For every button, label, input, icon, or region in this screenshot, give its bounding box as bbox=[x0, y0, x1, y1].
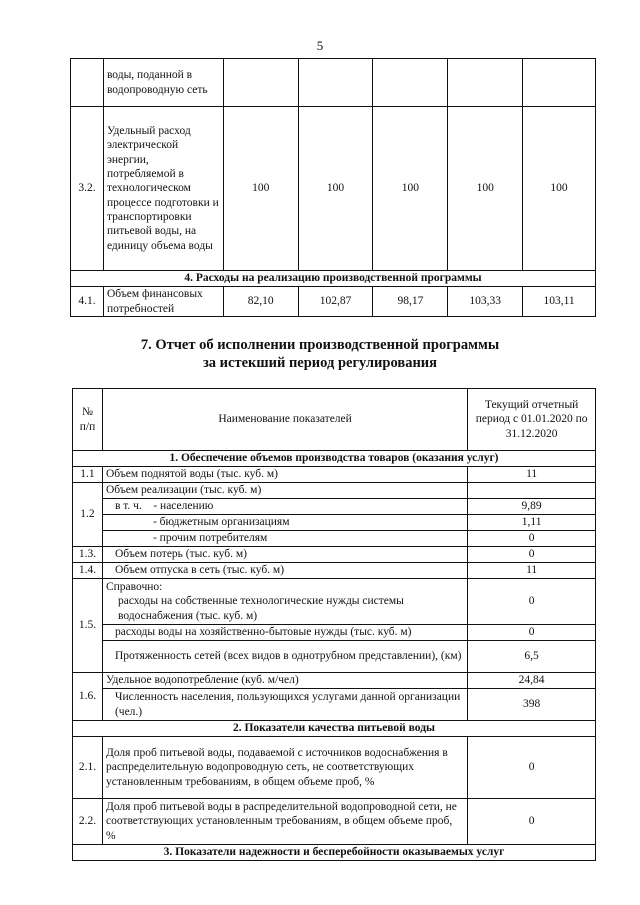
header-number: № п/п bbox=[73, 389, 103, 451]
row-value: 0 bbox=[468, 625, 596, 641]
row-name bbox=[102, 579, 467, 625]
row-name: Доля проб питьевой воды в распределительной водопроводной сети, не соответствующих установленным требованиям, в общем объеме проб, % bbox=[102, 799, 467, 845]
row-value: 1,11 bbox=[468, 515, 596, 531]
row-value: 11 bbox=[468, 467, 596, 483]
row-number: 4.1. bbox=[71, 287, 104, 317]
row-number: 1.2 bbox=[73, 483, 103, 547]
section-heading: 2. Показатели качества питьевой воды bbox=[73, 721, 596, 737]
own-needs-label: расходы на собственные технологические нужды системы водоснабжения (тыс. куб. м) bbox=[117, 595, 404, 622]
table-row bbox=[73, 689, 596, 721]
row-number: 1.3. bbox=[73, 547, 103, 563]
row-value: 0 bbox=[468, 799, 596, 845]
report-table bbox=[72, 388, 596, 861]
section-row bbox=[73, 721, 596, 737]
row-name: Объем реализации (тыс. куб. м) bbox=[102, 483, 467, 499]
row-name: Протяженность сетей (всех видов в однотрубном представлении), (км) bbox=[102, 641, 467, 673]
row-text: Объем финансовых потребностей bbox=[103, 287, 223, 317]
section-heading: 3. Показатели надежности и бесперебойности оказываемых услуг bbox=[73, 845, 596, 861]
reference-label: Справочно: bbox=[105, 580, 163, 593]
report-title-line: за истекший период регулирования bbox=[202, 355, 438, 371]
value-cell: 98,17 bbox=[373, 287, 448, 317]
table-row bbox=[71, 59, 596, 107]
value-cell: 82,10 bbox=[223, 287, 298, 317]
value-cell: 100 bbox=[223, 107, 298, 271]
table-row bbox=[73, 467, 596, 483]
row-value: 6,5 bbox=[468, 641, 596, 673]
row-number: 2.2. bbox=[73, 799, 103, 845]
row-text: Удельный расход электрической энергии, потребляемой в технологическом процессе подготовки и транспортировки питьевой воды, на единицу объема воды bbox=[103, 107, 223, 271]
value-cell: 102,87 bbox=[298, 287, 373, 317]
row-name: - бюджетным организациям bbox=[102, 515, 467, 531]
table-row bbox=[73, 499, 596, 515]
table-row bbox=[73, 737, 596, 799]
row-name: Численность населения, пользующихся услугами данной организации (чел.) bbox=[102, 689, 467, 721]
section-heading: 1. Обеспечение объемов производства товаров (оказания услуг) bbox=[73, 451, 596, 467]
table-row bbox=[73, 641, 596, 673]
row-value: 9,89 bbox=[468, 499, 596, 515]
row-value: 0 bbox=[468, 531, 596, 547]
report-title bbox=[0, 336, 640, 372]
section-row bbox=[71, 271, 596, 287]
header-period: Текущий отчетный период с 01.01.2020 по 31.12.2020 bbox=[468, 389, 596, 451]
value-cell: 100 bbox=[373, 107, 448, 271]
value-cell: 100 bbox=[448, 107, 523, 271]
row-name: расходы воды на хозяйственно-бытовые нужды (тыс. куб. м) bbox=[102, 625, 467, 641]
row-name: - прочим потребителям bbox=[102, 531, 467, 547]
section-row bbox=[73, 451, 596, 467]
page-number: 5 bbox=[316, 38, 324, 53]
row-name: Объем потерь (тыс. куб. м) bbox=[102, 547, 467, 563]
table-row bbox=[73, 531, 596, 547]
value-cell: 100 bbox=[523, 107, 596, 271]
row-number: 1.5. bbox=[73, 579, 103, 673]
row-number: 1.6. bbox=[73, 673, 103, 721]
table-row bbox=[73, 515, 596, 531]
table-row bbox=[73, 625, 596, 641]
row-name: Объем отпуска в сеть (тыс. куб. м) bbox=[102, 563, 467, 579]
row-number: 1.4. bbox=[73, 563, 103, 579]
table-row bbox=[73, 483, 596, 499]
row-name: Доля проб питьевой воды, подаваемой с источников водоснабжения в распределительную водопроводную сеть, не соответствующих установленным требованиям, в общем объеме проб, % bbox=[102, 737, 467, 799]
value-cell: 103,33 bbox=[448, 287, 523, 317]
table-row bbox=[71, 107, 596, 271]
report-title-line: 7. Отчет об исполнении производственной программы bbox=[140, 337, 500, 353]
row-value: 0 bbox=[468, 737, 596, 799]
header-name: Наименование показателей bbox=[102, 389, 467, 451]
row-number: 2.1. bbox=[73, 737, 103, 799]
row-number: 1.1 bbox=[73, 467, 103, 483]
row-value: 0 bbox=[468, 579, 596, 625]
row-name: Объем поднятой воды (тыс. куб. м) bbox=[102, 467, 467, 483]
table-row bbox=[73, 547, 596, 563]
row-value: 11 bbox=[468, 563, 596, 579]
value-cell: 103,11 bbox=[523, 287, 596, 317]
value-cell: 100 bbox=[298, 107, 373, 271]
row-value: 0 bbox=[468, 547, 596, 563]
header-row bbox=[73, 389, 596, 451]
row-name: в т. ч. - населению bbox=[102, 499, 467, 515]
row-number: 3.2. bbox=[71, 107, 104, 271]
row-value: 398 bbox=[468, 689, 596, 721]
row-name: Удельное водопотребление (куб. м/чел) bbox=[102, 673, 467, 689]
table-row bbox=[71, 287, 596, 317]
section-row bbox=[73, 845, 596, 861]
table-row bbox=[73, 673, 596, 689]
table-row bbox=[73, 579, 596, 625]
table-row bbox=[73, 563, 596, 579]
program-table bbox=[70, 58, 596, 317]
row-text: воды, поданной в водопроводную сеть bbox=[103, 59, 223, 107]
table-row bbox=[73, 799, 596, 845]
section-heading: 4. Расходы на реализацию производственной программы bbox=[71, 271, 596, 287]
row-value: 24,84 bbox=[468, 673, 596, 689]
